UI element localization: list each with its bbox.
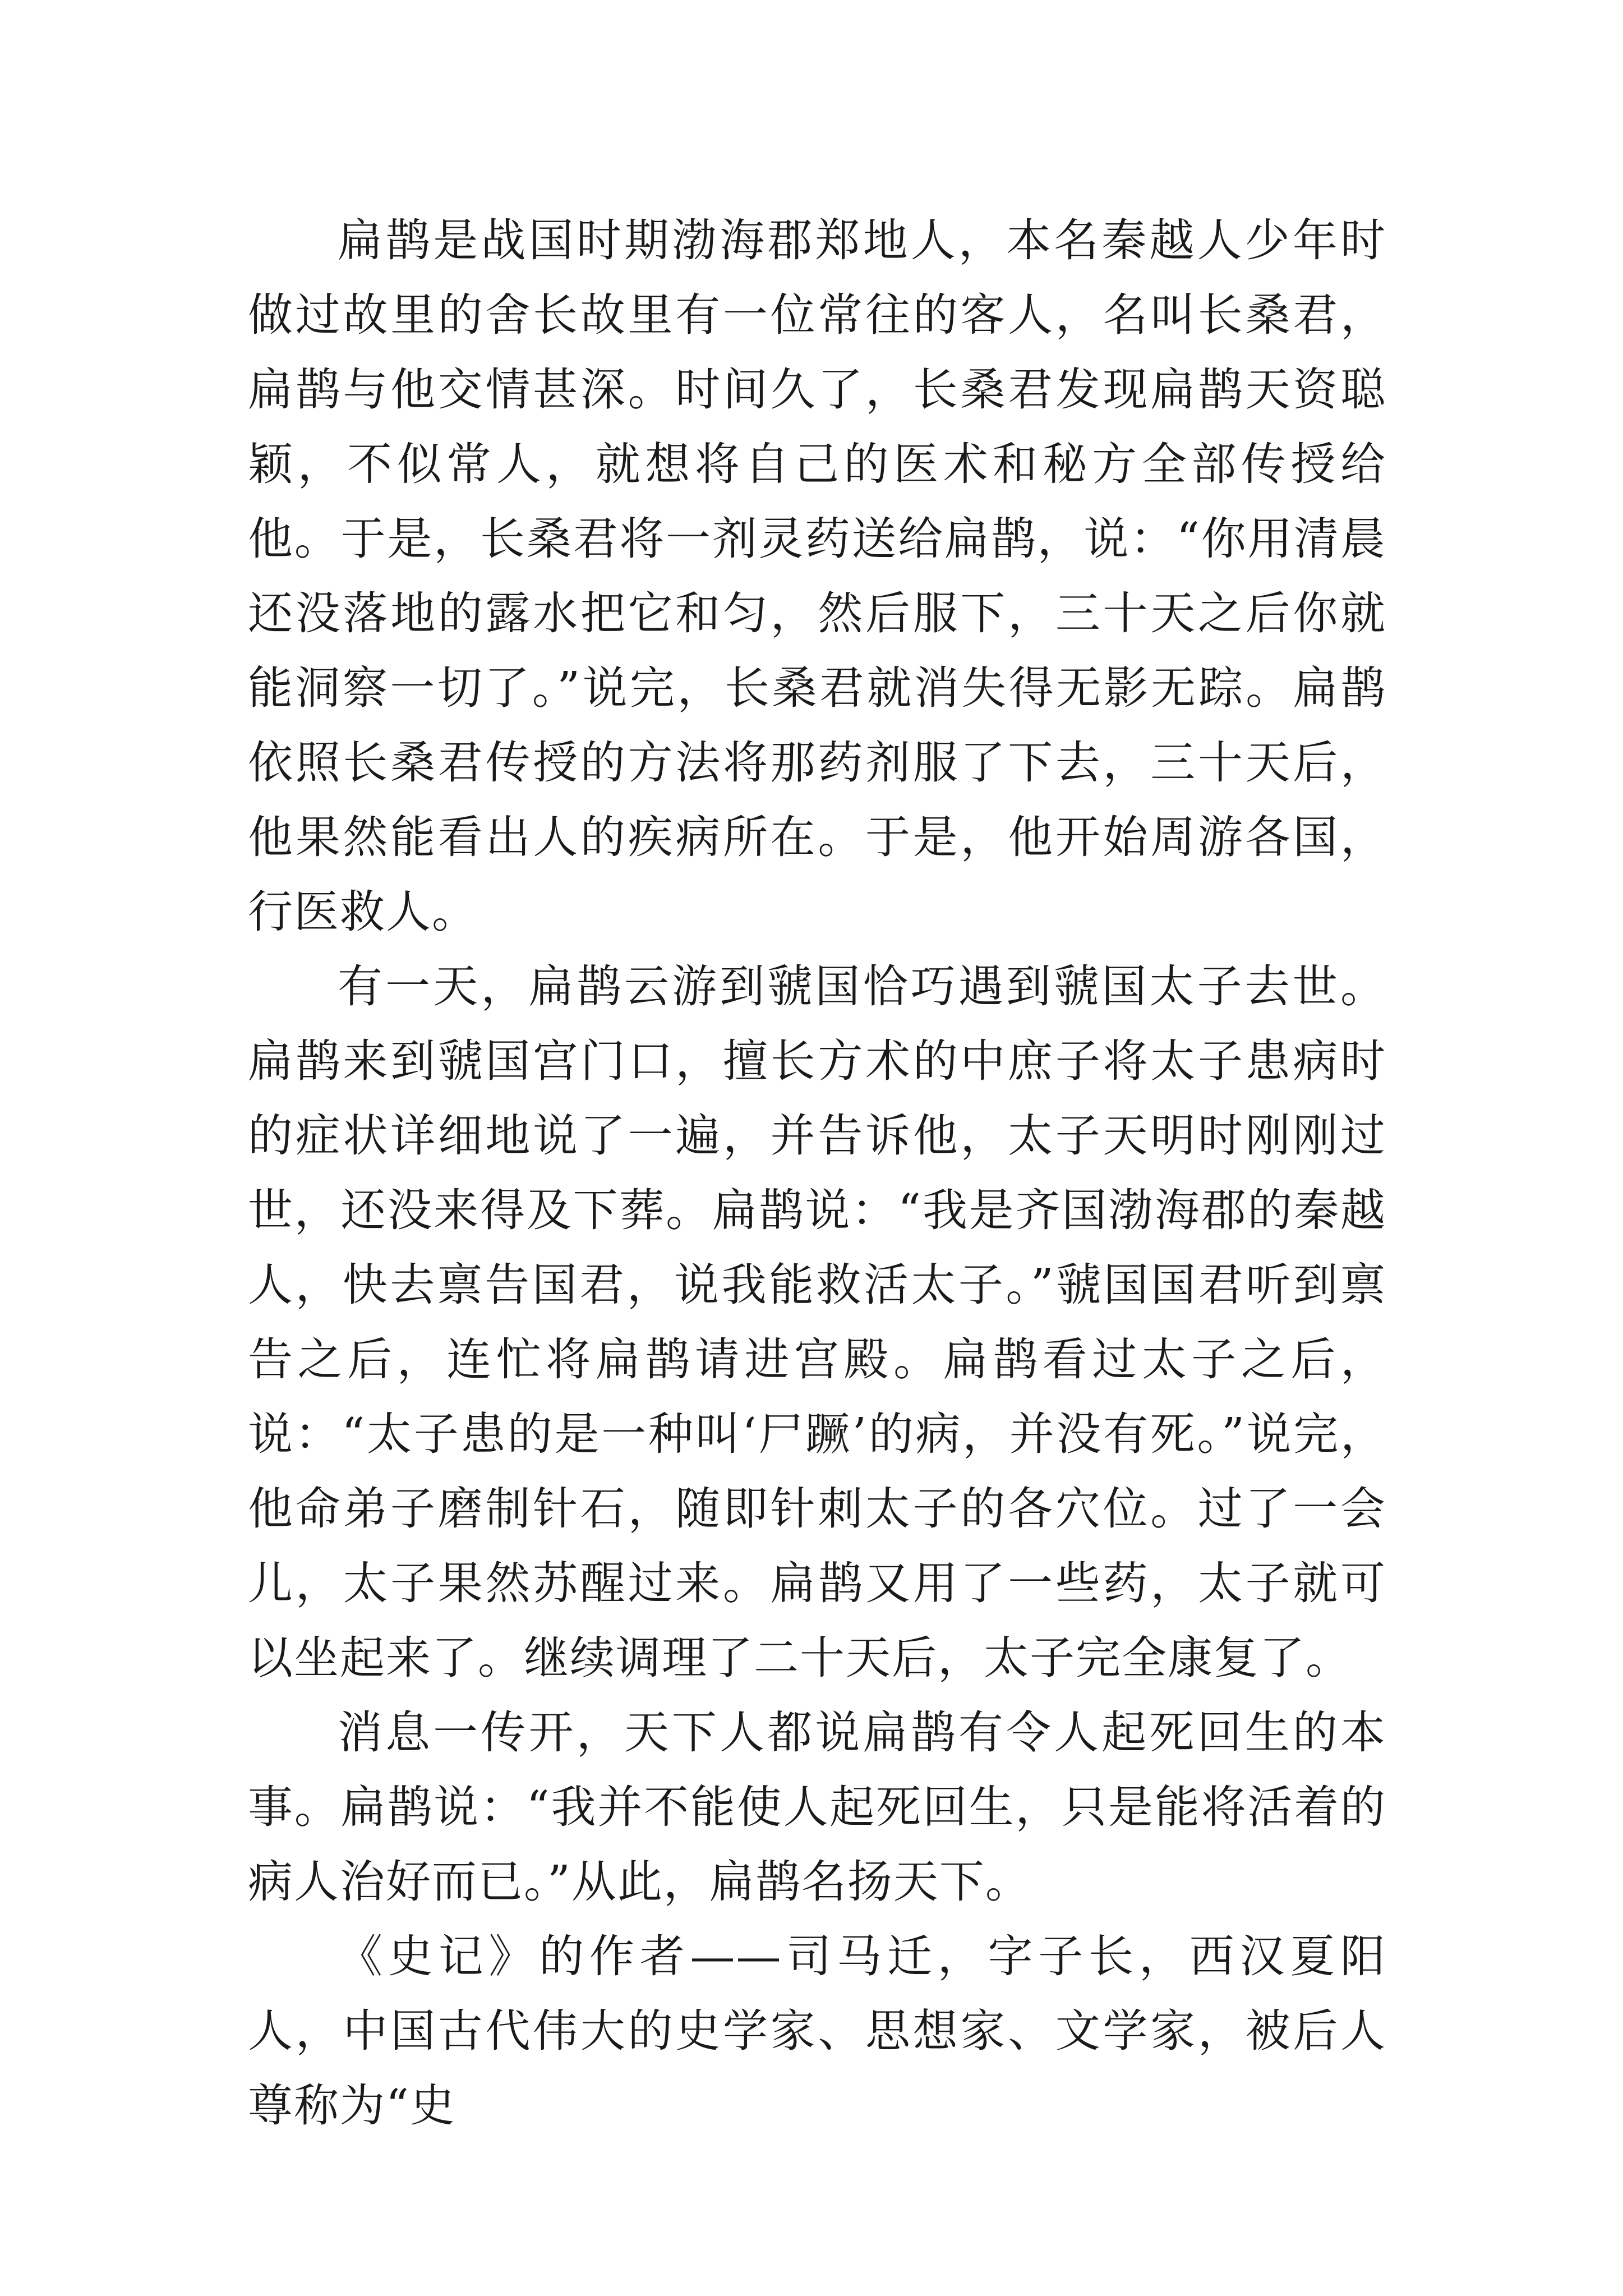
paragraph-fame: 消息一传开，天下人都说扁鹊有令人起死回生的本事。扁鹊说：“我并不能使人起死回生，只是能将活着的病人治好而已。”从此，扁鹊名扬天下。 [248,1706,1386,1908]
paragraph-bianque-origin: 扁鹊是战国时期渤海郡郑地人，本名秦越人少年时做过故里的舍长故里有一位常往的客人，名叫长桑君，扁鹊与他交情甚深。时间久了，长桑君发现扁鹊天资聪颖，不似常人，就想将自己的医术和秘方全部传授给他。于是，长桑君将一剂灵药送给扁鹊，说：“你用清晨还没落地的露水把它和匀，然后服下，三十天之后你就能洞察一切了。”说完，长桑君就消失得无影无踪。扁鹊依照长桑君传授的方法将那药剂服了下去，三十天后，他果然能看出人的疾病所在。于是，他开始周游各国，行医救人。 [248,214,1386,938]
paragraph-shiji-author: 《史记》的作者——司马迁，字子长，西汉夏阳人，中国古代伟大的史学家、思想家、文学家，被后人尊称为“史 [248,1930,1386,2132]
paragraph-guo-prince: 有一天，扁鹊云游到虢国恰巧遇到虢国太子去世。扁鹊来到虢国宫门口，擅长方术的中庶子将太子患病时的症状详细地说了一遍，并告诉他，太子天明时刚刚过世，还没来得及下葬。扁鹊说：“我是齐国渤海郡的秦越人，快去禀告国君，说我能救活太子。”虢国国君听到禀告之后，连忙将扁鹊请进宫殿。扁鹊看过太子之后，说：“太子患的是一种叫‘尸蹶’的病，并没有死。”说完，他命弟子磨制针石，随即针刺太子的各穴位。过了一会儿，太子果然苏醒过来。扁鹊又用了一些药，太子就可以坐起来了。继续调理了二十天后，太子完全康复了。 [248,960,1386,1684]
document-body [248,203,1386,2143]
